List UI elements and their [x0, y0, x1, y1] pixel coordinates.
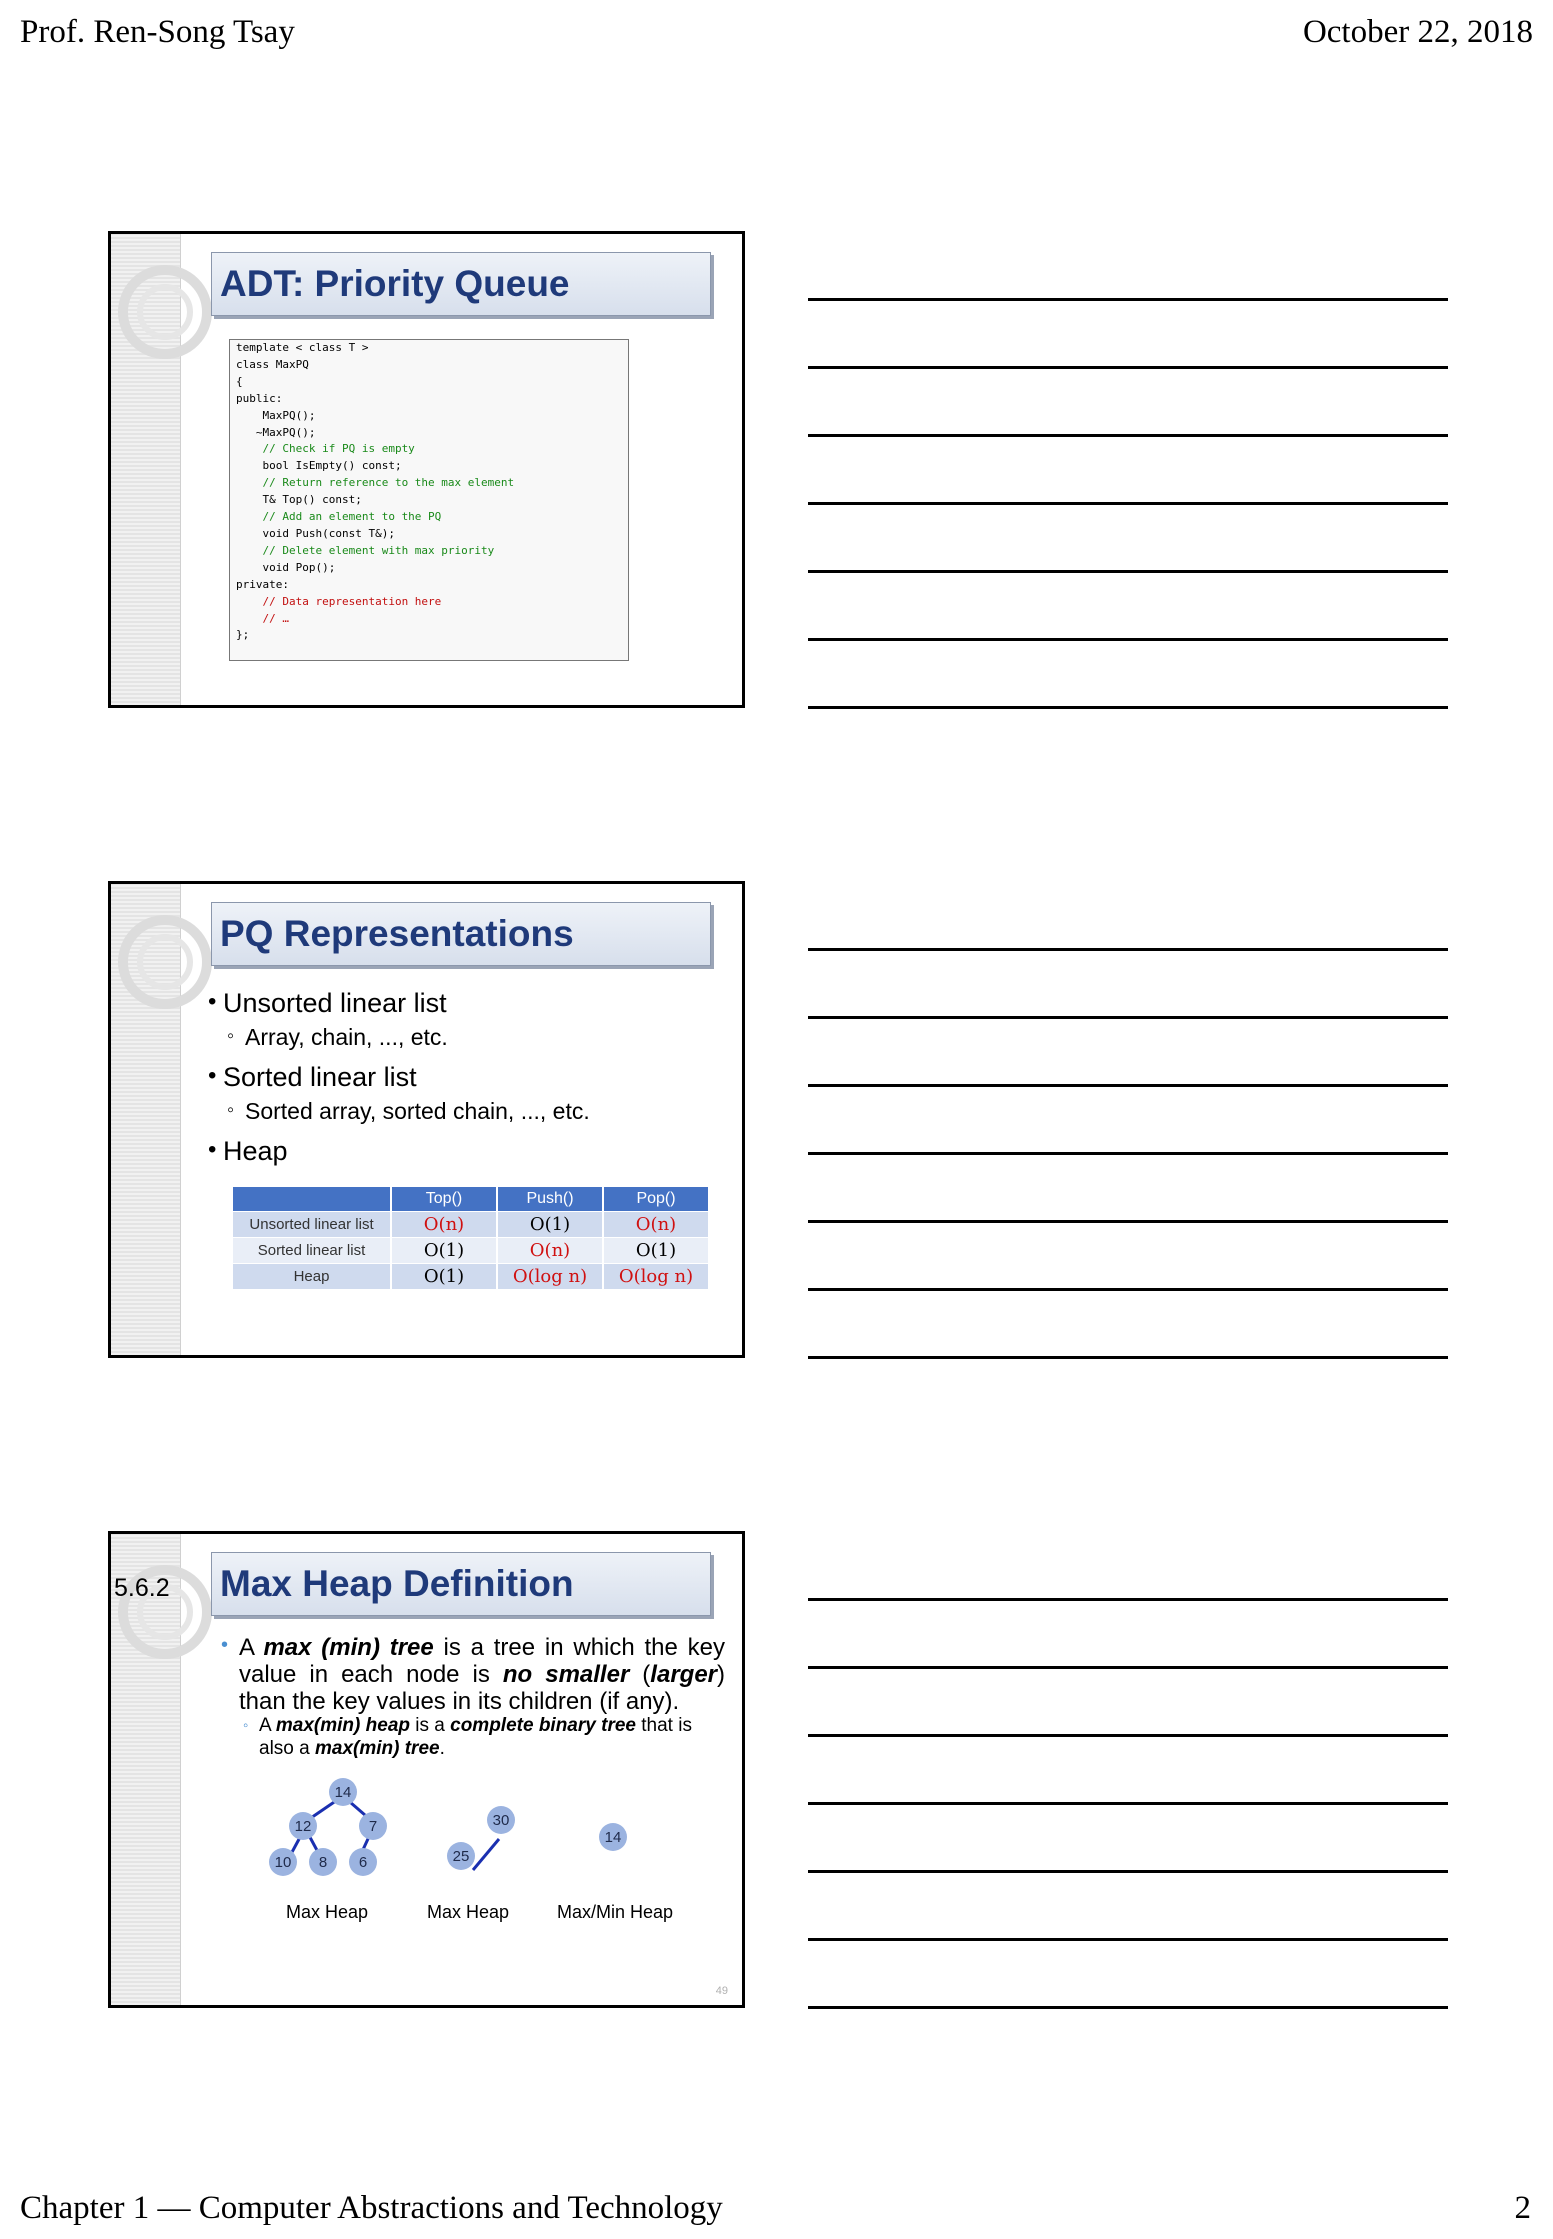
heap2-edge [473, 1839, 499, 1870]
heap1-node-rl [349, 1848, 377, 1876]
heap1-node-lr [309, 1848, 337, 1876]
row-label: Heap [233, 1264, 391, 1290]
subbullet-marker-icon: ◦ [243, 1717, 249, 1734]
note-line [808, 1016, 1448, 1019]
caption-heap1: Max Heap [286, 1902, 369, 1922]
slide-page-number: 49 [715, 1985, 728, 1997]
complexity-cell: O(1) [391, 1264, 497, 1290]
table-row [233, 1264, 708, 1290]
slide-title-box [211, 252, 711, 316]
code-line: ~MaxPQ(); [236, 425, 316, 439]
note-line [808, 1666, 1448, 1669]
text-run: A [259, 1715, 276, 1736]
note-line [808, 638, 1448, 641]
header-date: October 22, 2018 [1302, 14, 1533, 50]
code-line: bool IsEmpty() const; [236, 459, 402, 473]
complexity-table [233, 1187, 708, 1289]
svg-text:25: 25 [452, 1848, 470, 1865]
table-header-row [233, 1187, 708, 1212]
heap-diagrams [111, 1534, 742, 2005]
slide-priority-queue [108, 231, 745, 708]
note-line [808, 1356, 1448, 1359]
code-line: void Pop(); [236, 560, 336, 574]
svg-text:6: 6 [358, 1854, 368, 1871]
note-line [808, 1938, 1448, 1941]
code-block [229, 339, 629, 661]
code-line: // Return reference to the max element [236, 476, 515, 490]
bullet-sorted: • Sorted linear list [223, 1062, 417, 1093]
code-line: template < class T > [236, 341, 369, 354]
row-label: Unsorted linear list [233, 1212, 391, 1238]
caption-heap3: Max/Min Heap [557, 1902, 674, 1922]
footer-page: 2 [1514, 2190, 1531, 2226]
table-header-cell: Push() [497, 1187, 603, 1212]
complexity-cell: O(1) [497, 1212, 603, 1238]
heap1-node-root [329, 1778, 357, 1806]
svg-text:7: 7 [368, 1818, 378, 1835]
svg-text:10: 10 [274, 1854, 292, 1871]
code-line: // Add an element to the PQ [236, 510, 442, 524]
complexity-cell: O(n) [391, 1212, 497, 1238]
row-label: Sorted linear list [233, 1238, 391, 1264]
subbullet-unsorted: ◦ Array, chain, ..., etc. [245, 1024, 448, 1051]
slide-title: Max Heap Definition [220, 1563, 574, 1604]
code-line: public: [236, 391, 283, 405]
heap1-node-right [359, 1812, 387, 1840]
code-line: void Push(const T&); [236, 526, 395, 540]
bullet-marker-icon: • [221, 1634, 229, 1656]
svg-text:12: 12 [294, 1818, 312, 1835]
note-line [808, 706, 1448, 709]
code-line: class MaxPQ [236, 357, 309, 371]
complexity-cell: O(log n) [603, 1264, 708, 1290]
slide-title-box [211, 902, 711, 966]
text-run: A [239, 1634, 264, 1661]
table-row [233, 1212, 708, 1238]
code-line: // Check if PQ is empty [236, 442, 415, 456]
note-line [808, 948, 1448, 951]
note-line [808, 2006, 1448, 2009]
heap1-node-left [289, 1812, 317, 1840]
note-line [808, 366, 1448, 369]
header-author: Prof. Ren-Song Tsay [20, 14, 295, 50]
heap1-node-ll [269, 1848, 297, 1876]
table-row [233, 1238, 708, 1264]
note-line [808, 298, 1448, 301]
note-line [808, 434, 1448, 437]
svg-text:8: 8 [318, 1854, 328, 1871]
text-run: that is also a [259, 1715, 692, 1759]
subbullet-sorted: ◦ Sorted array, sorted chain, ..., etc. [245, 1098, 590, 1125]
text-run: . [439, 1738, 445, 1759]
complexity-cell: O(1) [603, 1238, 708, 1264]
code-line: T& Top() const; [236, 493, 362, 507]
slide-pq-representations [108, 881, 745, 1358]
heap2-node-child [447, 1842, 475, 1870]
code-line: // Data representation here [236, 594, 442, 608]
heap3-node-root [599, 1823, 627, 1851]
code-line: { [236, 374, 243, 388]
code-line: // Delete element with max priority [236, 543, 495, 557]
term-max-min-tree: max (min) tree [263, 1634, 434, 1661]
table-header-cell [233, 1187, 391, 1212]
text-run: ) than the key values in its children (if any). [239, 1661, 725, 1715]
note-line [808, 1802, 1448, 1805]
note-line [808, 1288, 1448, 1291]
complexity-cell: O(1) [391, 1238, 497, 1264]
code-line: // … [236, 611, 289, 625]
footer-chapter: Chapter 1 — Computer Abstractions and Technology [20, 2190, 723, 2226]
note-line [808, 1598, 1448, 1601]
text-run: is a tree in which the key value in each node is [239, 1634, 725, 1688]
slide-title: PQ Representations [220, 913, 574, 954]
code-line: MaxPQ(); [236, 408, 316, 422]
table-header-cell: Top() [391, 1187, 497, 1212]
note-line [808, 570, 1448, 573]
term-larger: larger [650, 1661, 717, 1688]
term-no-smaller: no smaller [502, 1661, 630, 1688]
heap2-node-root [487, 1806, 515, 1834]
text-run: ( [629, 1661, 651, 1688]
table-header-cell: Pop() [603, 1187, 708, 1212]
note-line [808, 1220, 1448, 1223]
section-number: 5.6.2 [114, 1574, 170, 1602]
bullet-heap: • Heap [223, 1136, 288, 1167]
caption-heap2: Max Heap [427, 1902, 510, 1922]
complexity-cell: O(log n) [497, 1264, 603, 1290]
code-line: private: [236, 577, 289, 591]
svg-text:30: 30 [492, 1812, 510, 1829]
slide-title: ADT: Priority Queue [220, 263, 570, 304]
complexity-cell: O(n) [603, 1212, 708, 1238]
code-line: }; [236, 628, 250, 642]
term-complete-binary-tree: complete binary tree [450, 1715, 636, 1736]
note-line [808, 502, 1448, 505]
note-line [808, 1870, 1448, 1873]
svg-text:14: 14 [334, 1784, 352, 1801]
bullet-unsorted: • Unsorted linear list [223, 988, 447, 1019]
note-line [808, 1734, 1448, 1737]
text-run: is a [410, 1715, 451, 1736]
svg-text:14: 14 [604, 1829, 622, 1846]
note-line [808, 1152, 1448, 1155]
term-max-min-heap: max(min) heap [275, 1715, 410, 1736]
note-line [808, 1084, 1448, 1087]
slide-max-heap [108, 1531, 745, 2008]
complexity-cell: O(n) [497, 1238, 603, 1264]
term-max-min-tree: max(min) tree [314, 1738, 440, 1759]
